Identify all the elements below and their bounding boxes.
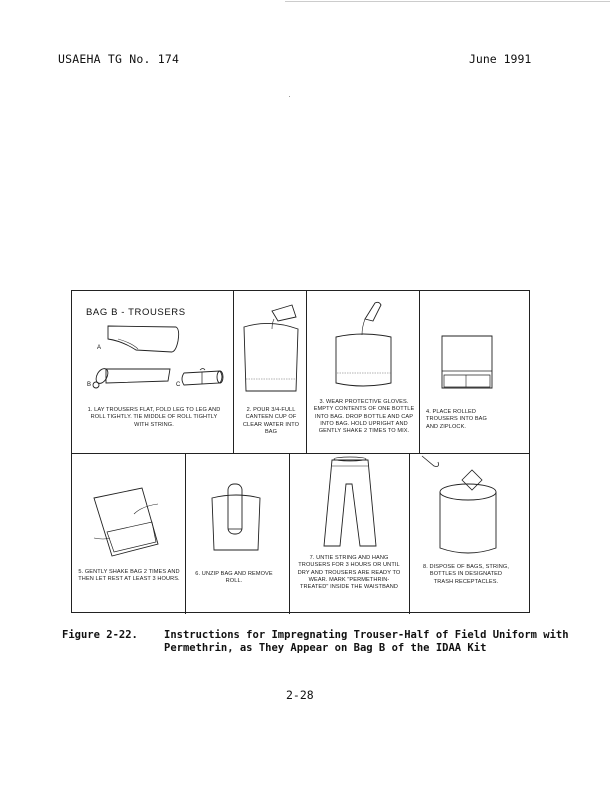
panel-step-6 — [186, 454, 290, 614]
step-2-text: 2. POUR 3/4-FULL CANTEEN CUP OF CLEAR WATER INTO BAG — [242, 407, 300, 435]
document-id: USAEHA TG No. 174 — [58, 52, 180, 66]
panel-step-1 — [72, 291, 234, 453]
bag-title: BAG B - TROUSERS — [86, 307, 186, 318]
step-1-text: 1. LAY TROUSERS FLAT, FOLD LEG TO LEG AND ROLL TIGHTLY. TIE MIDDLE OF ROLL TIGHTLY WITH STRING. — [87, 407, 221, 428]
folded-trousers-illustration — [72, 291, 234, 391]
trash-receptacle-illustration — [410, 454, 531, 564]
label-c: C — [176, 382, 181, 388]
scan-edge-line — [285, 1, 610, 2]
page-number: 2-28 — [286, 688, 314, 702]
step-3-text: 3. WEAR PROTECTIVE GLOVES. EMPTY CONTENTS OF ONE BOTTLE INTO BAG. DROP BOTTLE AND CAP INTO BAG. HOLD UPRIGHT AND GENTLY SHAKE 2 TIMES TO MIX. — [313, 399, 415, 435]
bag-with-roll-illustration — [420, 291, 531, 391]
panel-step-4 — [420, 291, 531, 453]
caption-line-1: Instructions for Impregnating Trouser-Half of Field Uniform with — [164, 629, 569, 641]
panel-step-8 — [410, 454, 531, 614]
step-4-text: 4. PLACE ROLLED TROUSERS INTO BAG AND ZIPLOCK. — [426, 409, 487, 430]
figure-caption — [62, 629, 569, 655]
figure-number: Figure 2-22. — [62, 629, 138, 641]
bag-with-bottle-illustration — [307, 291, 420, 391]
label-b: B — [87, 382, 92, 388]
panel-step-3 — [307, 291, 420, 453]
step-7-text: 7. UNTIE STRING AND HANG TROUSERS FOR 3 HOURS OR UNTIL DRY AND TROUSERS ARE READY TO WEAR. MARK "PERMETHRIN-TREATED" INSIDE THE WAISTBAND — [297, 555, 401, 591]
panel-step-2 — [234, 291, 307, 453]
label-a: A — [97, 345, 102, 351]
caption-line-2: Permethrin, as They Appear on Bag B of the IDAA Kit — [164, 642, 487, 654]
step-6-text: 6. UNZIP BAG AND REMOVE ROLL. — [195, 571, 273, 585]
scan-speck — [289, 96, 290, 97]
unzipped-bag-illustration — [186, 454, 290, 564]
instruction-figure — [71, 290, 530, 613]
shaking-bag-illustration — [72, 454, 186, 564]
panel-step-7 — [290, 454, 410, 614]
step-5-text: 5. GENTLY SHAKE BAG 2 TIMES AND THEN LET REST AT LEAST 3 HOURS. — [78, 569, 180, 583]
step-8-text: 8. DISPOSE OF BAGS, STRING, BOTTLES IN DESIGNATED TRASH RECEPTACLES. — [422, 564, 509, 585]
panel-step-5 — [72, 454, 186, 614]
document-date: June 1991 — [469, 52, 532, 66]
trousers-illustration — [290, 454, 410, 554]
bag-with-cup-illustration — [234, 291, 307, 391]
